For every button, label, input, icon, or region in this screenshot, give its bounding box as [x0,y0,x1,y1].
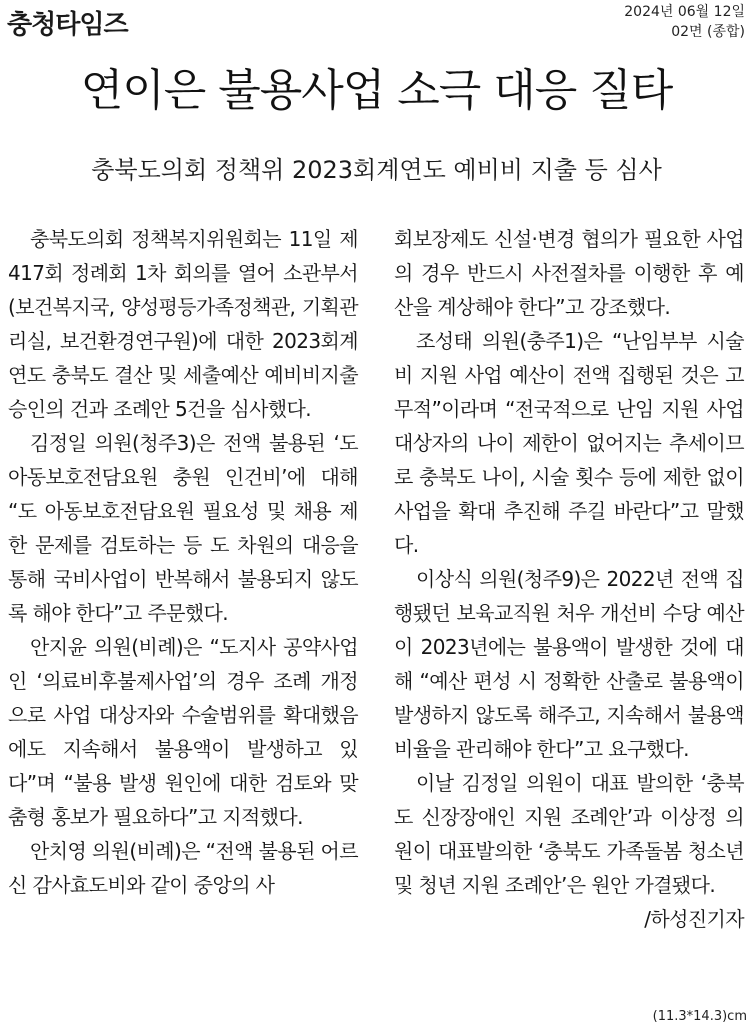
byline: /하성진기자 [644,907,744,931]
article-column-right [394,222,744,936]
masthead: 충청타임즈 [7,10,128,40]
article-column-left [8,222,358,902]
paragraph [394,766,744,931]
article-size: (11.3*14.3)cm [652,1009,747,1024]
paragraph-text: 이날 김정일 의원이 대표 발의한 ‘충북도 신장장애인 지원 조례안’과 이상정 의원이 대표발의한 ‘충북도 가족돌봄 청소년 및 청년 지원 조례안’은 원안 가결됐다. [394,771,744,897]
paragraph: 충북도의회 정책복지위원회는 11일 제417회 정례회 1차 회의를 열어 소관부서(보건복지국, 양성평등가족정책관, 기획관리실, 보건환경연구원)에 대한 2023회계연도 충북도 결산 및 세출예산 예비비지출 승인의 건과 조례안 5건을 심사했다. [8,227,358,421]
paragraph: 조성태 의원(충주1)은 “난임부부 시술비 지원 사업 예산이 전액 집행된 것은 고무적”이라며 “전국적으로 난임 지원 사업 대상자의 나이 제한이 없어지는 추세이므로 충북도 나이, 시술 횟수 등에 제한 없이 사업을 확대 추진해 주길 바란다”고 말했다. [394,329,744,557]
dateline [624,2,745,42]
publication-date: 2024년 06월 12일 [624,4,745,20]
paragraph: 안지윤 의원(비례)은 “도지사 공약사업인 ‘의료비후불제사업’의 경우 조례 개정으로 사업 대상자와 수술범위를 확대했음에도 지속해서 불용액이 발생하고 있다”며 “불용 발생 원인에 대한 검토와 맞춤형 홍보가 필요하다”고 지적했다. [8,635,358,829]
paragraph: 이상식 의원(청주9)은 2022년 전액 집행됐던 보육교직원 처우 개선비 수당 예산이 2023년에는 불용액이 발생한 것에 대해 “예산 편성 시 정확한 산출로 불용액이 발생하지 않도록 해주고, 지속해서 불용액 비율을 관리해야 한다”고 요구했다. [394,567,744,761]
page-section: 02면 (종합) [671,24,745,40]
paragraph-continuation: 회보장제도 신설·변경 협의가 필요한 사업의 경우 반드시 사전절차를 이행한 후 예산을 계상해야 한다”고 강조했다. [394,227,744,319]
headline: 연이은 불용사업 소극 대응 질타 [80,65,673,116]
subheadline: 충북도의회 정책위 2023회계연도 예비비 지출 등 심사 [91,156,662,184]
paragraph: 김정일 의원(청주3)은 전액 불용된 ‘도 아동보호전담요원 충원 인건비’에 대해 “도 아동보호전담요원 필요성 및 채용 제한 문제를 검토하는 등 도 차원의 대응을 통해 국비사업이 반복해서 불용되지 않도록 해야 한다”고 주문했다. [8,431,358,625]
paragraph-continued: 안치영 의원(비례)은 “전액 불용된 어르신 감사효도비와 같이 중앙의 사 [8,839,358,897]
